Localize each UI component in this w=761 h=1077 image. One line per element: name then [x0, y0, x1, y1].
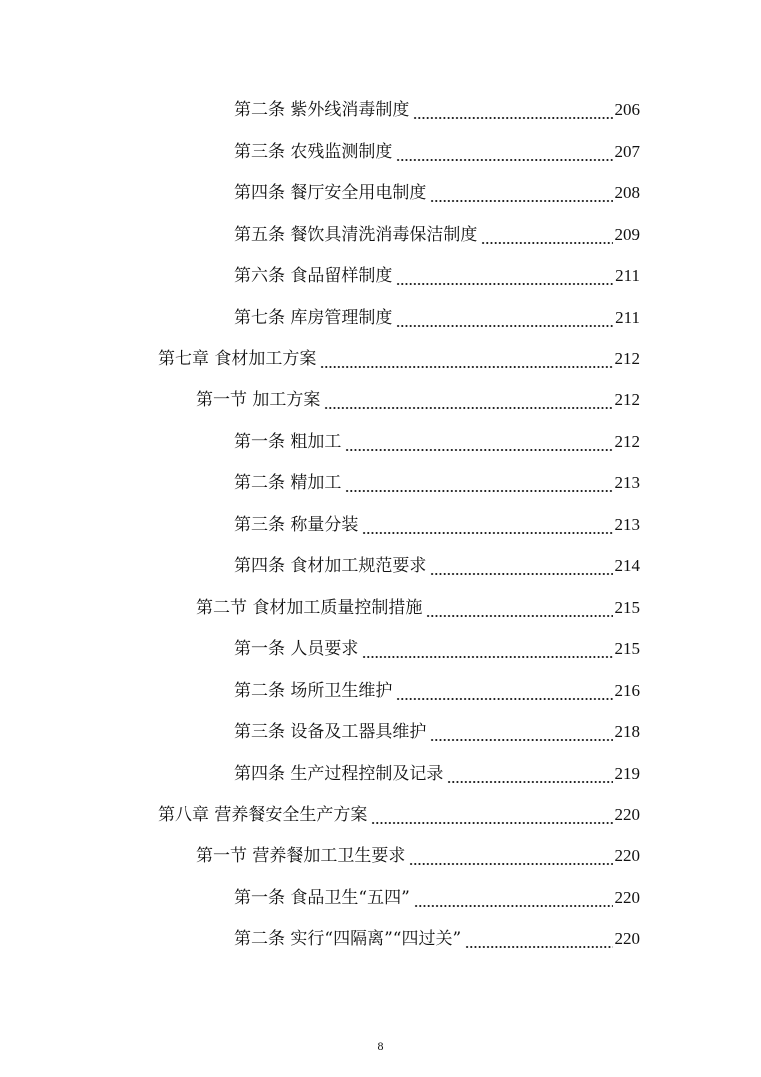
toc-entry-title: 第六条 食品留样制度	[234, 266, 393, 286]
toc-entry[interactable]	[196, 839, 640, 867]
toc-entry-title: 第二条 实行“四隔离”“四过关”	[234, 929, 462, 949]
toc-entry[interactable]	[234, 93, 640, 121]
toc-dot-leader	[481, 224, 612, 246]
toc-entry-page: 220	[614, 929, 640, 948]
toc-entry-title: 第二条 精加工	[234, 473, 342, 493]
toc-entry-title: 第四条 餐厅安全用电制度	[234, 183, 427, 203]
toc-entry-title: 第七章 食材加工方案	[158, 349, 317, 369]
toc-entry-title: 第四条 食材加工规范要求	[234, 556, 427, 576]
toc-entry[interactable]	[158, 798, 640, 826]
toc-entry-page: 215	[614, 639, 640, 658]
toc-entry[interactable]	[196, 383, 640, 411]
toc-dot-leader	[396, 307, 613, 329]
toc-entry[interactable]	[234, 715, 640, 743]
toc-entry-title: 第四条 生产过程控制及记录	[234, 764, 444, 784]
toc-entry-page: 220	[614, 888, 640, 907]
toc-entry[interactable]	[234, 549, 640, 577]
toc-entry-page: 220	[614, 846, 640, 865]
toc-entry-page: 212	[614, 432, 640, 451]
toc-dot-leader	[345, 431, 612, 453]
toc-dot-leader	[345, 472, 612, 494]
toc-entry[interactable]	[234, 632, 640, 660]
toc-entry[interactable]	[234, 674, 640, 702]
toc-entry[interactable]	[234, 757, 640, 785]
toc-entry-title: 第一节 营养餐加工卫生要求	[196, 846, 406, 866]
toc-entry-page: 208	[614, 183, 640, 202]
toc-entry-title: 第一条 人员要求	[234, 639, 359, 659]
toc-entry[interactable]	[234, 466, 640, 494]
toc-entry[interactable]	[234, 922, 640, 950]
toc-entry-page: 211	[615, 308, 640, 327]
toc-entry-page: 212	[614, 349, 640, 368]
toc-entry[interactable]	[196, 591, 640, 619]
toc-entry-title: 第一条 食品卫生“五四”	[234, 888, 410, 908]
toc-entry[interactable]	[234, 881, 640, 909]
page-number: 8	[377, 1039, 384, 1053]
toc-entry-page: 211	[615, 266, 640, 285]
toc-entry-title: 第二节 食材加工质量控制措施	[196, 598, 423, 618]
toc-entry-title: 第二条 场所卫生维护	[234, 681, 393, 701]
toc-dot-leader	[362, 638, 612, 660]
toc-entry-page: 209	[614, 225, 640, 244]
toc-dot-leader	[396, 141, 612, 163]
toc-dot-leader	[430, 721, 612, 743]
toc-entry[interactable]	[234, 259, 640, 287]
toc-entry-page: 219	[614, 764, 640, 783]
toc-entry[interactable]	[234, 218, 640, 246]
toc-entry-title: 第二条 紫外线消毒制度	[234, 100, 410, 120]
toc-entry-page: 207	[614, 142, 640, 161]
toc-entry[interactable]	[234, 508, 640, 536]
toc-entry-title: 第一条 粗加工	[234, 432, 342, 452]
toc-entry-title: 第三条 设备及工器具维护	[234, 722, 427, 742]
toc-dot-leader	[396, 265, 613, 287]
toc-dot-leader	[430, 182, 612, 204]
toc-entry-page: 213	[614, 473, 640, 492]
toc-entry-page: 212	[614, 390, 640, 409]
toc-entry-page: 216	[614, 681, 640, 700]
toc-entry-title: 第七条 库房管理制度	[234, 308, 393, 328]
toc-entry-title: 第八章 营养餐安全生产方案	[158, 805, 368, 825]
toc-entry-page: 215	[614, 598, 640, 617]
toc-entry[interactable]	[234, 135, 640, 163]
toc-entry-title: 第一节 加工方案	[196, 390, 321, 410]
toc-entry-page: 214	[614, 556, 640, 575]
toc-entry-page: 213	[614, 515, 640, 534]
toc-entry-page: 218	[614, 722, 640, 741]
toc-dot-leader	[465, 928, 612, 950]
toc-entry[interactable]	[234, 301, 640, 329]
toc-entry[interactable]	[234, 176, 640, 204]
toc-entry-title: 第三条 农残监测制度	[234, 142, 393, 162]
toc-entry-page: 206	[614, 100, 640, 119]
toc-entry-title: 第五条 餐饮具清洗消毒保洁制度	[234, 225, 478, 245]
toc-dot-leader	[447, 763, 612, 785]
toc-dot-leader	[320, 348, 612, 370]
toc-dot-leader	[414, 887, 613, 909]
toc-dot-leader	[371, 804, 612, 826]
toc-dot-leader	[362, 514, 612, 536]
toc-entry-title: 第三条 称量分装	[234, 515, 359, 535]
toc-dot-leader	[426, 597, 612, 619]
toc-dot-leader	[430, 555, 612, 577]
toc-dot-leader	[324, 389, 612, 411]
toc-dot-leader	[396, 680, 612, 702]
toc-entry[interactable]	[234, 425, 640, 453]
toc-entry[interactable]	[158, 342, 640, 370]
toc-dot-leader	[413, 99, 612, 121]
toc-dot-leader	[409, 845, 612, 867]
toc-entry-page: 220	[614, 805, 640, 824]
